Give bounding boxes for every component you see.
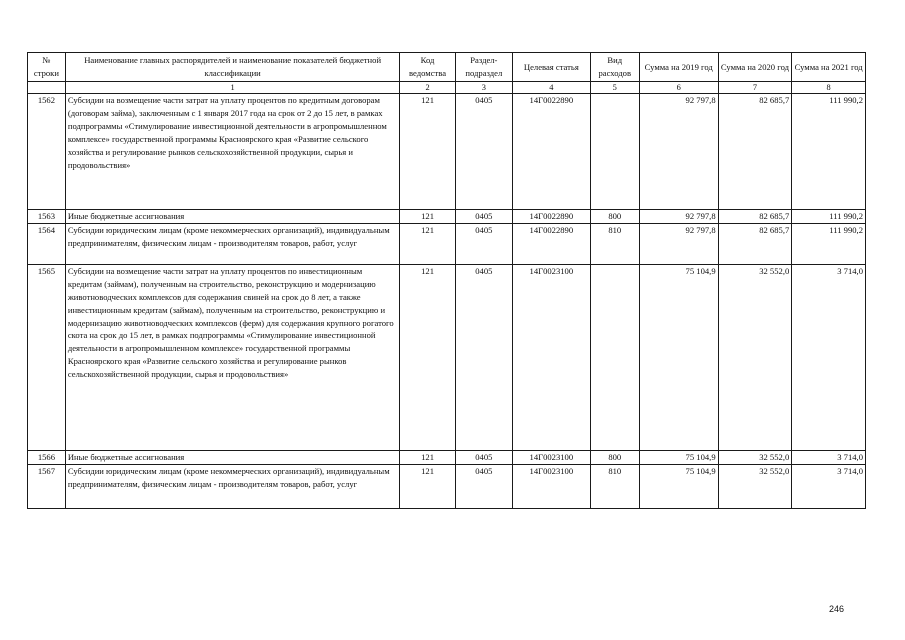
target-code: 14Г0023100 [512, 264, 590, 450]
col-header-line: № строки [28, 53, 66, 82]
section-code: 0405 [455, 450, 512, 464]
amount-2021: 3 714,0 [792, 264, 866, 450]
col-number: 6 [639, 82, 718, 94]
col-header-dept: Код ведомства [400, 53, 455, 82]
amount-2019: 92 797,8 [639, 94, 718, 210]
expense-type: 800 [590, 450, 639, 464]
item-name: Иные бюджетные ассигнования [65, 450, 400, 464]
target-code: 14Г0022890 [512, 94, 590, 210]
amount-2020: 32 552,0 [718, 450, 792, 464]
col-header-2020: Сумма на 2020 год [718, 53, 792, 82]
dept-code: 121 [400, 210, 455, 224]
dept-code: 121 [400, 264, 455, 450]
col-header-type: Вид расходов [590, 53, 639, 82]
col-header-2021: Сумма на 2021 год [792, 53, 866, 82]
amount-2019: 75 104,9 [639, 264, 718, 450]
target-code: 14Г0022890 [512, 223, 590, 264]
header-row [28, 53, 866, 82]
dept-code: 121 [400, 223, 455, 264]
table-row [28, 450, 866, 464]
line-number: 1564 [28, 223, 66, 264]
amount-2021: 111 990,2 [792, 94, 866, 210]
col-number: 4 [512, 82, 590, 94]
table-row [28, 264, 866, 450]
line-number: 1567 [28, 464, 66, 508]
amount-2021: 111 990,2 [792, 210, 866, 224]
col-number: 1 [65, 82, 400, 94]
line-number: 1562 [28, 94, 66, 210]
expense-type: 810 [590, 223, 639, 264]
item-name: Субсидии на возмещение части затрат на уплату процентов по инвестиционным кредитам (займам), полученным на строительство, реконструкцию и модернизацию животноводческих комплексов для содержания свиней на срок до 8 лет, а также инвестиционным кредитам (займам), полученным на строительство, реконструкцию и модернизацию животноводческих комплексов (ферм) для содержания крупного рогатого скота на срок до 15 лет, в рамках подпрограммы «Стимулирование инвестиционной деятельности в агропромышленном комплексе» государственной программы Красноярского края «Развитие сельского хозяйства и регулирование рынков сельскохозяйственной продукции, сырья и продовольствия» [65, 264, 400, 450]
expense-type [590, 94, 639, 210]
table-row [28, 210, 866, 224]
amount-2020: 82 685,7 [718, 223, 792, 264]
expense-type: 810 [590, 464, 639, 508]
dept-code: 121 [400, 94, 455, 210]
item-name: Иные бюджетные ассигнования [65, 210, 400, 224]
amount-2020: 32 552,0 [718, 264, 792, 450]
line-number: 1566 [28, 450, 66, 464]
amount-2020: 32 552,0 [718, 464, 792, 508]
target-code: 14Г0023100 [512, 450, 590, 464]
amount-2019: 75 104,9 [639, 450, 718, 464]
col-number: 2 [400, 82, 455, 94]
col-number: 8 [792, 82, 866, 94]
amount-2020: 82 685,7 [718, 94, 792, 210]
page-number: 246 [829, 604, 845, 614]
column-number-row [28, 82, 866, 94]
section-code: 0405 [455, 94, 512, 210]
dept-code: 121 [400, 464, 455, 508]
amount-2021: 3 714,0 [792, 450, 866, 464]
col-number: 3 [455, 82, 512, 94]
col-header-2019: Сумма на 2019 год [639, 53, 718, 82]
amount-2021: 111 990,2 [792, 223, 866, 264]
amount-2021: 3 714,0 [792, 464, 866, 508]
amount-2019: 92 797,8 [639, 223, 718, 264]
budget-table [27, 52, 866, 509]
table-row [28, 94, 866, 210]
item-name: Субсидии на возмещение части затрат на уплату процентов по кредитным договорам (договорам займа), заключенным с 1 января 2017 года на срок от 2 до 15 лет, в рамках подпрограммы «Стимулирование инвестиционной деятельности в агропромышленном комплексе» государственной программы Красноярского края «Развитие сельского хозяйства и регулирование рынков сельскохозяйственной продукции, сырья и продовольствия» [65, 94, 400, 210]
col-number [28, 82, 66, 94]
table-row [28, 223, 866, 264]
col-header-name: Наименование главных распорядителей и наименование показателей бюджетной классификации [65, 53, 400, 82]
line-number: 1563 [28, 210, 66, 224]
amount-2020: 82 685,7 [718, 210, 792, 224]
expense-type: 800 [590, 210, 639, 224]
section-code: 0405 [455, 223, 512, 264]
col-number: 7 [718, 82, 792, 94]
section-code: 0405 [455, 264, 512, 450]
section-code: 0405 [455, 464, 512, 508]
target-code: 14Г0022890 [512, 210, 590, 224]
amount-2019: 92 797,8 [639, 210, 718, 224]
section-code: 0405 [455, 210, 512, 224]
table-row [28, 464, 866, 508]
amount-2019: 75 104,9 [639, 464, 718, 508]
expense-type [590, 264, 639, 450]
col-header-section: Раздел-подраздел [455, 53, 512, 82]
item-name: Субсидии юридическим лицам (кроме некоммерческих организаций), индивидуальным предпринимателям, физическим лицам - производителям товаров, работ, услуг [65, 223, 400, 264]
target-code: 14Г0023100 [512, 464, 590, 508]
dept-code: 121 [400, 450, 455, 464]
col-number: 5 [590, 82, 639, 94]
item-name: Субсидии юридическим лицам (кроме некоммерческих организаций), индивидуальным предпринимателям, физическим лицам - производителям товаров, работ, услуг [65, 464, 400, 508]
line-number: 1565 [28, 264, 66, 450]
col-header-target: Целевая статья [512, 53, 590, 82]
